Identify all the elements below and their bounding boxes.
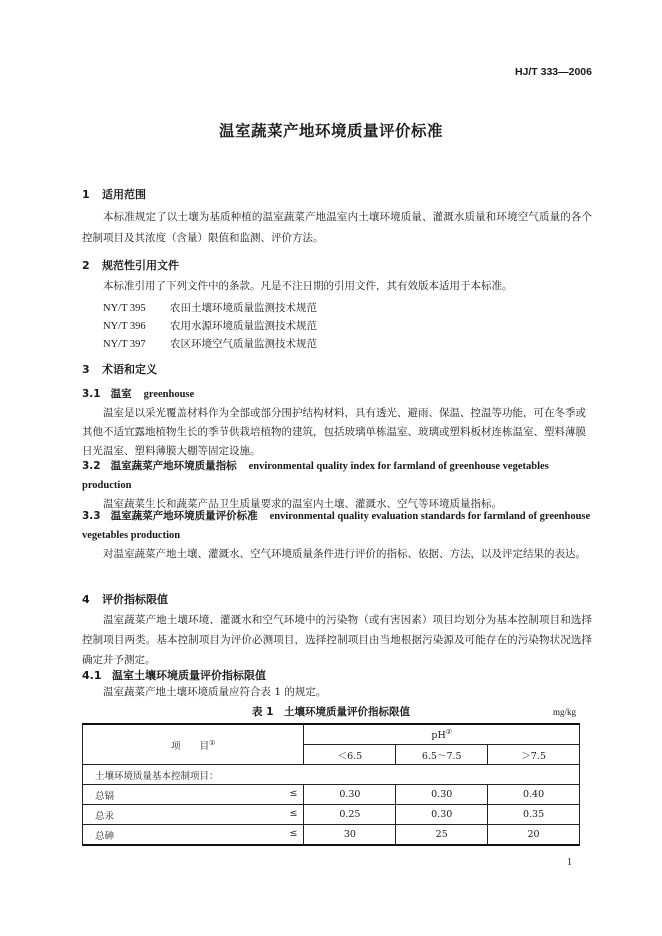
term-english: environmental quality evaluation standards for farmland of greenhouse vegetables production bbox=[82, 511, 591, 541]
ph-range-cell: ＞7.5 bbox=[488, 745, 580, 765]
soil-quality-table bbox=[82, 723, 580, 846]
section-1-heading bbox=[82, 186, 146, 202]
term-definition: 温室是以采光覆盖材料作为全部或部分围护结构材料，具有透光、避雨、保温、控温等功能，可在冬季或其他不适宜露地植物生长的季节供栽培植物的建筑，包括玻璃单栋温室、玻璃或塑料板材连栋温室、塑料薄膜日光温室、塑料薄膜大棚等固定设施。 bbox=[82, 407, 586, 457]
term-english: environmental quality index for farmland of greenhouse vegetables production bbox=[82, 461, 549, 491]
section-title: 适用范围 bbox=[102, 188, 146, 201]
section-4-body: 温室蔬菜产地土壤环境、灌溉水和空气环境中的污染物（或有害因素）项目均划分为基本控制项目和选择控制项目两类。基本控制项目为评价必测项目，选择控制项目由当地根据污染源及可能存在的污染物状况选择确定并予测定。 bbox=[82, 614, 592, 666]
table-row bbox=[83, 805, 580, 825]
category-cell: 土壤环境质量基本控制项目： bbox=[83, 765, 580, 785]
term-number: 3.2 bbox=[82, 460, 101, 472]
page-number: 1 bbox=[567, 857, 572, 868]
table-row bbox=[83, 825, 580, 846]
ph-range-cell: ＜6.5 bbox=[304, 745, 396, 765]
item-name: 总汞 bbox=[95, 810, 115, 822]
reference-name: 农田土壤环境质量监测技术规范 bbox=[170, 302, 317, 314]
section-4-heading bbox=[82, 591, 168, 607]
section-number: 2 bbox=[82, 259, 90, 272]
ph-range-cell: 6.5～7.5 bbox=[396, 745, 488, 765]
page-title: 温室蔬菜产地环境质量评价标准 bbox=[218, 122, 443, 140]
footnote-marker: ① bbox=[209, 738, 216, 747]
standard-code: HJ/T 333—2006 bbox=[514, 66, 592, 78]
value-cell: 0.40 bbox=[488, 785, 580, 805]
term-heading bbox=[82, 457, 592, 495]
term-number: 3.1 bbox=[82, 388, 101, 400]
value-cell: 0.25 bbox=[304, 805, 396, 825]
term-number: 3.3 bbox=[82, 510, 101, 522]
operator: ≤ bbox=[289, 807, 298, 819]
term-heading bbox=[82, 507, 592, 545]
section-3-heading bbox=[82, 361, 157, 377]
value-cell: 0.35 bbox=[488, 805, 580, 825]
section-2-heading bbox=[82, 257, 179, 273]
section-number: 4 bbox=[82, 593, 90, 606]
section-title: 术语和定义 bbox=[102, 363, 157, 376]
operator: ≤ bbox=[289, 827, 298, 839]
value-cell: 30 bbox=[304, 825, 396, 846]
reference-code: NY/T 397 bbox=[103, 339, 146, 350]
term-heading bbox=[82, 385, 592, 404]
reference-name: 农用水源环境质量监测技术规范 bbox=[170, 320, 317, 332]
item-name: 总砷 bbox=[95, 830, 115, 842]
subsection-4-1-heading bbox=[82, 667, 266, 683]
section-1-body: 本标准规定了以土壤为基质种植的温室蔬菜产地温室内土壤环境质量、灌溉水质量和环境空气质量的各个控制项目及其浓度（含量）限值和监测、评价方法。 bbox=[82, 211, 592, 244]
value-cell: 0.30 bbox=[396, 805, 488, 825]
term-definition: 对温室蔬菜产地土壤、灌溉水、空气环境质量条件进行评价的指标、依据、方法，以及评定结果的表达。 bbox=[103, 548, 586, 560]
term-3-2 bbox=[82, 457, 592, 514]
value-cell: 25 bbox=[396, 825, 488, 846]
item-name: 总镉 bbox=[95, 790, 115, 802]
footnote-marker: ② bbox=[445, 727, 453, 736]
item-cell bbox=[83, 785, 304, 805]
item-cell bbox=[83, 805, 304, 825]
section-number: 4.1 bbox=[82, 669, 102, 682]
reference-name: 农区环境空气质量监测技术规范 bbox=[170, 338, 317, 350]
table-header-row bbox=[83, 724, 580, 745]
table-unit: mg/kg bbox=[552, 707, 576, 717]
section-2-intro: 本标准引用了下列文件中的条款。凡是不注日期的引用文件，其有效版本适用于本标准。 bbox=[103, 280, 513, 292]
section-number: 1 bbox=[82, 188, 90, 201]
term-3-3 bbox=[82, 507, 592, 564]
value-cell: 20 bbox=[488, 825, 580, 846]
term-chinese: 温室蔬菜产地环境质量评价标准 bbox=[110, 510, 258, 522]
section-number: 3 bbox=[82, 363, 90, 376]
table-category-row bbox=[83, 765, 580, 785]
value-cell: 0.30 bbox=[304, 785, 396, 805]
term-chinese: 温室蔬菜产地环境质量指标 bbox=[110, 460, 237, 472]
reference-code: NY/T 395 bbox=[103, 303, 146, 314]
section-title: 评价指标限值 bbox=[102, 593, 168, 606]
value-cell: 0.30 bbox=[396, 785, 488, 805]
section-title: 规范性引用文件 bbox=[102, 259, 179, 272]
reference-code: NY/T 396 bbox=[103, 321, 146, 332]
section-title: 温室土壤环境质量评价指标限值 bbox=[112, 669, 266, 682]
term-english: greenhouse bbox=[143, 389, 195, 400]
item-header: 项 目 bbox=[171, 740, 210, 752]
table-caption: 表 1 土壤环境质量评价指标限值 bbox=[252, 706, 410, 718]
term-definition: 温室蔬菜生长和蔬菜产品卫生质量要求的温室内土壤、灌溉水、空气等环境质量指标。 bbox=[103, 498, 502, 510]
ph-header-cell bbox=[304, 724, 580, 745]
table-row bbox=[83, 785, 580, 805]
reference-item bbox=[103, 300, 317, 315]
term-chinese: 温室 bbox=[110, 388, 132, 400]
reference-item bbox=[103, 336, 317, 351]
subsection-4-1-body: 温室蔬菜产地土壤环境质量应符合表 1 的规定。 bbox=[103, 686, 327, 698]
ph-header: pH bbox=[431, 730, 446, 742]
operator: ≤ bbox=[289, 787, 298, 799]
term-3-1 bbox=[82, 385, 592, 461]
reference-item bbox=[103, 318, 317, 333]
item-header-cell bbox=[83, 724, 304, 765]
item-cell bbox=[83, 825, 304, 846]
